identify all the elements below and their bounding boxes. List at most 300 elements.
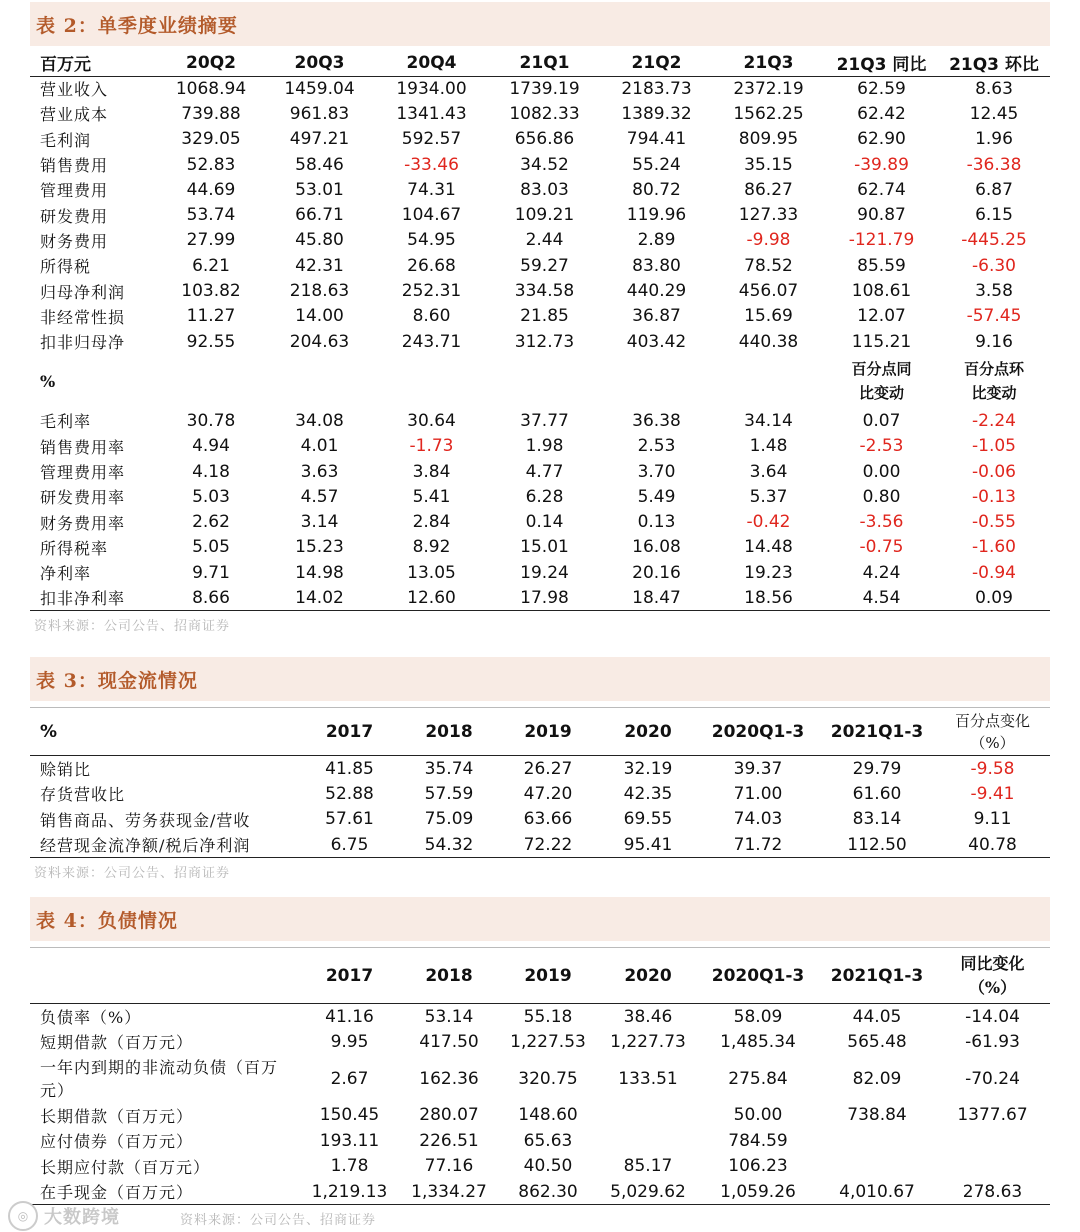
table-cell: 57.59 [424,783,474,804]
table-row [30,1004,1050,1030]
table-cell: -1.05 [972,436,1016,457]
table-cell: 9.95 [330,1031,369,1052]
table-cell: 862.30 [518,1181,578,1202]
table-cell: 6.21 [192,255,230,276]
table-cell: 5.37 [749,486,788,507]
table-cell: 150.45 [319,1105,380,1126]
row-label: 所得税 [40,257,92,277]
table-cell: 193.11 [319,1130,380,1151]
table-cell: 3.64 [749,461,788,482]
table-cell: 54.32 [424,834,474,855]
table-cell: 32.19 [623,758,673,779]
table-cell: -0.94 [972,562,1016,583]
table-cell: 14.02 [295,587,344,608]
table2-source: 资料来源：公司公告、招商证券 [34,619,231,635]
table-cell: 5.41 [412,486,451,507]
table-cell: 5.49 [637,486,676,507]
table-cell: 58.09 [733,1006,783,1027]
table-cell: -70.24 [965,1068,1020,1089]
table-cell: 4.24 [862,562,901,583]
table-cell: 5.03 [192,486,230,507]
row-label: 存货营收比 [40,785,126,805]
table-cell: 62.59 [857,78,906,99]
table-row [30,585,1050,610]
table-cell: 403.42 [626,331,687,352]
pct-header-line: 比变动 [971,384,1017,403]
table-cell: -0.42 [746,512,791,533]
table-cell: 12.60 [407,587,456,608]
header-cell: 2020Q1-3 [711,965,805,986]
table4-title: 表 4：负债情况 [30,897,1050,941]
table-cell: 1459.04 [284,78,355,99]
row-label: 销售费用率 [40,437,126,457]
table-cell: 95.41 [623,834,673,855]
table-cell [599,1128,697,1154]
header-cell [30,948,298,1004]
table-cell: -3.56 [859,512,904,533]
table-cell: 75.09 [424,809,474,830]
table4-source: 资料来源：公司公告、招商证券 [180,1213,377,1228]
table-cell: 12.07 [857,306,906,327]
table-cell: -39.89 [854,154,909,175]
table-cell: 34.14 [744,410,793,431]
table-cell: -1.60 [972,537,1016,558]
table-row [30,76,1050,101]
table-cell: 5.05 [192,537,230,558]
table-cell: 1.48 [749,436,788,457]
table-cell: 3.14 [300,512,339,533]
table4 [30,947,1050,1205]
table-row [30,253,1050,278]
header-cell: 21Q1 [519,52,570,73]
row-label: 财务费用 [40,231,109,251]
table-cell: 0.07 [862,410,901,431]
table-cell: 809.95 [738,129,799,150]
table2-header-row [30,50,1050,76]
table-cell: 74.03 [733,809,783,830]
table-cell: 18.56 [744,587,793,608]
table-cell: 1,334.27 [411,1181,487,1202]
table-cell: 72.22 [523,834,573,855]
table-cell: 4.57 [300,486,339,507]
table-cell: 243.71 [401,331,462,352]
table2-section [30,2,1050,634]
table-cell: 44.05 [852,1006,902,1027]
table-cell: 17.98 [520,587,569,608]
row-label: 长期应付款（百万元） [40,1157,211,1177]
table-row [30,101,1050,126]
table-cell: 108.61 [851,281,912,302]
pct-header-cell [825,354,938,408]
table-cell: 50.00 [733,1105,783,1126]
row-label: 净利率 [40,564,92,584]
row-label: 扣非净利率 [40,589,126,609]
table-cell: 16.08 [632,537,681,558]
table3-header-row [30,708,1050,756]
header-cell: 2020Q1-3 [711,721,805,742]
row-label: 负债率（%） [40,1008,142,1027]
table-cell: 83.03 [520,179,569,200]
table-cell: 15.01 [520,537,569,558]
table-cell: 6.28 [525,486,564,507]
table-cell: 417.50 [419,1031,479,1052]
row-label: 应付债券（百万元） [40,1132,194,1152]
row-label: 销售费用 [40,156,109,176]
table-cell: 44.69 [186,179,236,200]
table-cell: 440.29 [626,281,687,302]
table-cell: 3.63 [300,461,339,482]
row-label: 长期借款（百万元） [40,1106,194,1126]
table-row [30,152,1050,177]
empty-cell [375,354,488,408]
table-cell: -121.79 [848,230,915,251]
table-cell: 35.74 [424,758,474,779]
table-cell: 133.51 [618,1068,678,1089]
row-label: 归母净利润 [40,282,126,302]
table-row [30,434,1050,459]
table-cell: 66.71 [295,205,344,226]
table-cell: 1068.94 [175,78,247,99]
table-cell: 1,227.53 [510,1031,586,1052]
row-label: 非经常性损 [40,307,126,327]
table-cell: -2.24 [972,410,1016,431]
table-cell: 794.41 [626,129,687,150]
table-cell: 148.60 [518,1105,578,1126]
table-cell: 0.80 [862,486,901,507]
table-cell: 0.13 [637,512,676,533]
table-cell: -0.75 [859,537,904,558]
table-cell: 71.00 [733,783,783,804]
header-cell: 2019 [524,965,572,986]
row-label: 扣非归母净 [40,333,126,353]
table-cell: 83.14 [852,809,902,830]
table-cell: 9.11 [973,809,1012,830]
table-cell: 1,227.73 [610,1031,686,1052]
table-cell: 6.75 [330,834,369,855]
row-label: 在手现金（百万元） [40,1183,194,1202]
empty-cell [712,354,825,408]
header-cell: 同比变化（%） [960,953,1025,997]
table-row [30,535,1050,560]
table-row [30,459,1050,484]
table-cell: 1082.33 [509,103,580,124]
table-cell: 109.21 [514,205,575,226]
table-cell: 62.90 [857,129,906,150]
table-cell: -57.45 [966,306,1022,327]
row-label: 销售商品、劳务获现金/营收 [40,810,251,830]
table-cell: 1.96 [975,129,1013,150]
table-cell: 12.45 [969,103,1019,124]
table-cell: 1377.67 [957,1105,1028,1126]
table-cell: 55.24 [632,154,681,175]
table-cell: 26.27 [523,758,573,779]
table-cell: 1,219.13 [311,1181,388,1202]
table-cell: 2183.73 [621,78,692,99]
header-cell: 21Q2 [631,52,682,73]
table-cell: 38.46 [623,1006,673,1027]
table-row [30,1154,1050,1180]
table-cell: -61.93 [965,1031,1020,1052]
table-cell: 11.27 [186,306,236,327]
table-cell: 35.15 [744,154,793,175]
table-cell: 127.33 [738,205,799,226]
row-label: 管理费用 [40,181,109,201]
table-cell: -2.53 [859,436,904,457]
table-cell: -6.30 [972,255,1016,276]
table-cell: 27.99 [186,230,236,251]
table-cell: 6.87 [975,179,1013,200]
table-cell: 45.80 [295,230,344,251]
table-cell: 275.84 [728,1068,788,1089]
table-cell: 112.50 [847,834,907,855]
table-cell: 4.94 [192,436,230,457]
table-cell: 36.38 [632,410,681,431]
table-cell [935,1128,1050,1154]
table3-title: 表 3：现金流情况 [30,657,1050,701]
table-cell: 1562.25 [733,103,804,124]
header-cell: 21Q3 环比 [949,55,1039,76]
table-cell: -0.06 [972,461,1016,482]
table-cell: -9.98 [746,230,791,251]
table-cell: 92.55 [186,331,236,352]
table-cell: 14.48 [744,537,793,558]
row-label: 短期借款（百万元） [40,1033,194,1053]
table-cell: 47.20 [523,783,573,804]
table-cell: 497.21 [289,129,350,150]
row-label: 一年内到期的非流动负债（百万元） [40,1057,279,1100]
watermark [0,1200,200,1232]
table-cell: 52.83 [186,154,236,175]
table-cell: 320.75 [518,1068,578,1089]
table-cell: 103.82 [181,281,241,302]
table-cell: 329.05 [181,129,241,150]
table-cell: 2.89 [637,230,676,251]
table-cell: 9.71 [192,562,230,583]
table-cell: 41.85 [325,758,374,779]
table-cell: -33.46 [404,154,459,175]
table-cell: 784.59 [728,1130,788,1151]
header-cell: 2018 [425,965,473,986]
table-cell: 738.84 [847,1105,907,1126]
table-cell: 53.14 [424,1006,474,1027]
table-cell: 82.09 [852,1068,902,1089]
table-row [30,1103,1050,1129]
table-row [30,1055,1050,1103]
table3-source: 资料来源：公司公告、招商证券 [34,866,231,881]
table-row [30,756,1050,782]
table-cell: 961.83 [289,103,350,124]
header-cell: 2019 [524,721,572,742]
table3 [30,707,1050,858]
pct-label: % [40,371,57,391]
table-row [30,509,1050,534]
row-label: 研发费用率 [40,488,126,508]
table-cell: -445.25 [961,230,1027,251]
table-cell: 52.88 [325,783,374,804]
table-cell: 280.07 [419,1105,479,1126]
table-cell: 61.60 [852,783,902,804]
table-cell: 65.63 [523,1130,573,1151]
table-cell: 2372.19 [733,78,804,99]
table-cell: 1,485.34 [720,1031,796,1052]
table-cell: 30.64 [407,410,456,431]
pct-header-line: 比变动 [858,384,904,403]
table-cell [599,1103,697,1129]
header-cell: 2017 [325,965,374,986]
table-cell: 440.38 [738,331,799,352]
table-cell: 218.63 [289,281,350,302]
table-cell: 5,029.62 [610,1181,686,1202]
table-cell: 4.77 [525,461,564,482]
table-cell: 1389.32 [621,103,692,124]
row-label: 所得税率 [40,538,109,558]
table-cell: 53.74 [186,205,236,226]
table-cell: 8.66 [192,587,230,608]
table-cell: 104.67 [401,205,462,226]
table-cell: 3.84 [412,461,451,482]
table-cell: 334.58 [514,281,575,302]
table-cell: 2.53 [637,436,676,457]
table-row [30,484,1050,509]
table-cell: 1341.43 [396,103,467,124]
row-label: 毛利润 [40,130,92,150]
table-cell [819,1128,935,1154]
table-cell: 39.37 [733,758,783,779]
table-cell: 90.87 [857,205,906,226]
table-cell [819,1154,935,1180]
header-cell: 2020 [624,965,672,986]
header-cell: % [40,721,58,742]
table-cell: 55.18 [523,1006,573,1027]
pct-header-cell [938,354,1050,408]
table-cell: 53.01 [295,179,344,200]
header-cell: 2017 [325,721,374,742]
table-cell: 63.66 [523,809,573,830]
table-cell: 59.27 [520,255,569,276]
table-cell: 252.31 [401,281,462,302]
table-cell: 42.35 [623,783,673,804]
table-cell: 15.23 [295,537,344,558]
table3-section [30,657,1050,881]
table-cell: 19.24 [520,562,569,583]
table-cell: 85.17 [623,1156,673,1177]
pct-header-row [30,354,1050,408]
table-cell: 18.47 [632,587,681,608]
table-cell: 62.74 [857,179,906,200]
table-row [30,1029,1050,1055]
table-cell: 656.86 [514,129,575,150]
table-row [30,560,1050,585]
table-cell: 0.09 [975,587,1013,608]
table-cell: 226.51 [419,1130,479,1151]
table-cell: 2.62 [192,512,230,533]
table-cell: 739.88 [181,103,241,124]
table-cell: 0.00 [862,461,901,482]
table-cell: 0.14 [525,512,564,533]
row-label: 经营现金流净额/税后净利润 [40,836,251,855]
table-cell: 34.08 [295,410,344,431]
table-row [30,408,1050,433]
table-cell: 57.61 [325,809,374,830]
row-label: 赊销比 [40,760,92,779]
table-cell: 13.05 [407,562,456,583]
table-cell: 80.72 [632,179,681,200]
header-cell: 21Q3 同比 [836,55,927,76]
watermark-logo-icon: ◎ [8,1201,38,1231]
header-cell: 21Q3 [743,52,794,73]
table-cell: 74.31 [407,179,456,200]
table-cell: 119.96 [626,205,687,226]
header-cell: 2021Q1-3 [830,965,924,986]
table-row [30,278,1050,303]
watermark-text: 大数跨境 [44,1207,120,1228]
table-cell: 2.67 [330,1068,369,1089]
table-cell: 19.23 [744,562,793,583]
table-cell: 41.16 [325,1006,374,1027]
table2-title: 表 2：单季度业绩摘要 [30,2,1050,46]
table-row [30,807,1050,833]
table-cell: 456.07 [738,281,799,302]
table-cell: -36.38 [966,154,1022,175]
table-row [30,329,1050,354]
table-cell: 115.21 [851,331,912,352]
table-cell: 34.52 [520,154,569,175]
table-cell: 4.54 [862,587,901,608]
row-label: 财务费用率 [40,513,126,533]
table-row [30,781,1050,807]
table-row [30,832,1050,858]
row-label: 管理费用率 [40,463,126,482]
table-cell: 15.69 [744,306,793,327]
header-cell: 百万元 [40,55,91,76]
table-cell: 4,010.67 [839,1181,915,1202]
table-cell: 83.80 [632,255,681,276]
table-cell: 20.16 [632,562,681,583]
table-row [30,1128,1050,1154]
table-cell: 1.98 [525,436,564,457]
table-cell: 26.68 [407,255,456,276]
row-label: 营业成本 [40,105,109,125]
header-cell: 百分点变化（%） [954,711,1030,752]
table-cell: 21.85 [520,306,569,327]
table-cell: 85.59 [857,255,906,276]
table-cell: 1,059.26 [720,1181,796,1202]
table-cell: 312.73 [514,331,575,352]
table-cell: 4.18 [192,461,230,482]
pct-header-line: 百分点同 [851,360,912,379]
table-cell: 6.15 [975,205,1013,226]
empty-cell [158,354,264,408]
table-cell: 204.63 [289,331,350,352]
row-label: 营业收入 [40,80,109,100]
table-cell: 14.00 [295,306,344,327]
table-cell: 1.78 [330,1156,369,1177]
row-label: 毛利率 [40,412,92,432]
table-cell: 1934.00 [396,78,467,99]
table-row [30,127,1050,152]
table-cell: 9.16 [975,331,1013,352]
row-label: 研发费用 [40,206,109,226]
header-cell: 2021Q1-3 [830,721,924,742]
table-row [30,304,1050,329]
empty-cell [264,354,375,408]
table-cell: 29.79 [852,758,902,779]
table-cell: 86.27 [744,179,793,200]
table-cell: 278.63 [962,1181,1023,1202]
table-cell: 3.70 [637,461,676,482]
table-cell: 8.63 [975,78,1013,99]
table-cell: -9.41 [970,783,1015,804]
